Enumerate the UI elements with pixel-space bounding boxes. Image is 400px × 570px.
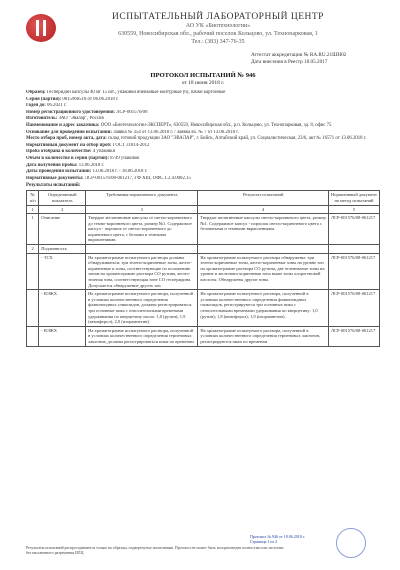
seal-icon xyxy=(336,528,366,558)
column-header: Нормативный документ на метод испытаний xyxy=(328,191,379,205)
field-value: ООО «Биотехнологии-ЭКСПЕРТ», 630559, Новосибирская обл., р.п. Кольцово, ул. Технопарковая, зд. 8, офис 75 xyxy=(100,122,332,128)
field-value: Гесперидин капсулы 40 мг 15 шт., упаковки ячейковые контурные (6), пачки картонные xyxy=(46,90,226,95)
column-header: № п/п xyxy=(27,191,39,205)
result-cell: Твердые желатиновые капсулы светло-коричневого цвета, размер №1. Содержимое капсул - порошок светло-коричневого цвета с беловатыми и темными вкраплениями. xyxy=(198,214,329,245)
indicator-name: - ТСХ xyxy=(39,253,86,290)
field-value: ЗАО "Эвалар", Россия xyxy=(58,116,104,122)
field-label: Дата получения пробы: xyxy=(26,162,78,168)
field-value: ГОСТ 31814-2012 xyxy=(112,142,150,148)
field-row xyxy=(26,97,380,104)
field-row xyxy=(26,149,380,156)
result-cell: На хроматограмме испытуемого раствора, полученной в условиях количественного определения терпеновых лактонов, регистрируются пики по временам xyxy=(198,326,329,346)
requirement-cell: На хроматограмме испытуемого раствора, полученной в условиях количественного определения флавоноидных гликозидов, должны регистрироваться три основные пика с относительными временами удерживания по кверцетину около: 1,0 (рутин); 1,9 (кемпферол); 2,0 (изорамнетин). xyxy=(86,290,198,327)
indicator-name: - ВЭЖХ xyxy=(39,326,86,346)
stamp-page-number: Страница 1 из 2 xyxy=(250,539,278,544)
field-label: Место отбора проб, номер акта, дата: xyxy=(26,136,107,142)
table-row xyxy=(27,253,380,290)
method-cell: ЛСР-001576/08-061217 xyxy=(328,290,379,327)
row-number: 1 xyxy=(27,214,39,245)
field-label: Даты проведения испытаний: xyxy=(26,169,92,175)
field-value: 06.2021 г. xyxy=(47,103,67,109)
stamp-protocol-ref: Протокол № 946 от 18.06.2018 г. xyxy=(250,534,305,539)
field-value: 8749 упаковок xyxy=(110,155,140,161)
lab-address: 630559, Новосибирская обл., рабочий поселок Кольцово, ул. Технопарковая, 1 xyxy=(118,31,318,37)
field-row xyxy=(26,116,380,123)
field-row xyxy=(26,176,380,183)
field-label: Годен до: xyxy=(26,103,46,109)
field-label: Номер регистрационного удостоверения: xyxy=(26,109,116,115)
lab-phone: Тел.: (383) 347-76-35 xyxy=(191,39,245,45)
field-value: ЛСР-001576/08-061217, ГФ XIII, ОФС.1.2.4.0002.15 xyxy=(84,175,191,181)
sample-info xyxy=(26,90,380,182)
field-row xyxy=(26,103,380,110)
column-header: Требования нормативного документа xyxy=(86,191,198,205)
requirement-cell: Твердые желатиновые капсулы со светло-коричневого до темно-коричневого цвета, размер №1. Содержимое капсул - порошок от светло-коричневого до коричневого цвета, с белыми и темными вкраплениями. xyxy=(86,214,198,245)
table-row xyxy=(27,290,380,327)
lab-logo-icon xyxy=(26,14,56,42)
column-number: 4 xyxy=(198,205,329,214)
field-label: Проба отобрана в количестве: xyxy=(26,149,92,155)
method-cell: ЛСР-001576/08-061217 xyxy=(328,214,379,245)
protocol-date: от 18 июня 2018 г. xyxy=(181,80,225,86)
result-cell xyxy=(198,245,329,254)
indicator-name: - ВЭЖХ xyxy=(39,290,86,327)
field-label: Изготовитель: xyxy=(26,116,58,122)
field-value: 13.06.2018 г. - 18.06.2018 г. xyxy=(92,169,148,175)
accreditation-block xyxy=(251,52,380,66)
column-number-row xyxy=(27,205,380,214)
table-header-row xyxy=(27,191,380,205)
field-row xyxy=(26,169,380,176)
lab-title: ИСПЫТАТЕЛЬНЫЙ ЛАБОРАТОРНЫЙ ЦЕНТР xyxy=(112,12,324,22)
requirement-cell: На хроматограмме испытуемого раствора, полученной в условиях количественного определения терпеновых лактонов, должны регистрироваться пики по временам xyxy=(86,326,198,346)
table-row xyxy=(27,326,380,346)
field-row xyxy=(26,110,380,117)
column-number: 1 xyxy=(27,205,39,214)
field-value: 0015960518 от 06.06.2018 г. xyxy=(62,96,119,102)
method-cell xyxy=(328,245,379,254)
column-number: 3 xyxy=(86,205,198,214)
field-row xyxy=(26,136,380,143)
table-row xyxy=(27,214,380,245)
field-label: Наименование и адрес заказчика: xyxy=(26,122,100,128)
lab-header xyxy=(56,12,380,46)
field-value: ЛСР-001576/08 xyxy=(116,109,148,115)
requirement-cell: На хроматограмме испытуемого раствора должны обнаруживаться: три зелено-коричневые зоны, желто-коричневые и зоны, соответствующие по положению зонам на хроматограмме раствора СО рутина, желто-зеленая зона, соответствующая зоне СО гесперидина. Допускается обнаружение других зон. xyxy=(86,253,198,290)
field-value: Заявка № 354 от 13.06.2018 г. / Заявка вх. № 7 от 13.06.2018 г. xyxy=(113,129,239,135)
field-row xyxy=(26,156,380,163)
column-header: Результат испытаний xyxy=(198,191,329,205)
table-row xyxy=(27,245,380,254)
field-label: Нормативный документ на отбор проб: xyxy=(26,142,112,148)
method-cell: ЛСР-001576/08-061217 xyxy=(328,326,379,346)
indicator-name: Описание xyxy=(39,214,86,245)
results-heading: Результаты испытаний: xyxy=(26,183,81,189)
row-number xyxy=(27,290,39,327)
field-row xyxy=(26,90,380,97)
field-label: Образец: xyxy=(26,90,46,95)
page-stamp xyxy=(250,534,370,556)
field-value: 4 упаковки xyxy=(92,149,116,155)
field-row xyxy=(26,143,380,150)
field-label: Нормативные документы: xyxy=(26,175,84,181)
requirement-cell xyxy=(86,245,198,254)
column-number: 2 xyxy=(39,205,86,214)
result-cell: На хроматограмме испытуемого раствора, полученной в условиях количественного определения флавоноидных гликозидов, регистрируются три основных пика с относительными временами удерживания по кверцетину: 1,0 (рутин); 1,8 (кемпферол); 1,9 (изорамнетин). xyxy=(198,290,329,327)
lab-org: АО УК «Биотехнологии» xyxy=(185,23,251,29)
field-label: Серия (партия): xyxy=(26,96,62,102)
results-table xyxy=(26,190,380,346)
accreditation-number: Аттестат аккредитации № RA.RU.21ШН02 xyxy=(251,52,347,58)
protocol-title: ПРОТОКОЛ ИСПЫТАНИЙ № 946 xyxy=(150,72,256,79)
row-number xyxy=(27,326,39,346)
field-row xyxy=(26,163,380,170)
footnote: Результаты испытаний распространяются только на образцы, подвергнутые испытаниям. Протокол не может быть воспроизведен полностью или частично без письменного разрешения ИЛЦ. xyxy=(26,546,284,555)
field-value: склад готовой продукции ЗАО "ЭВАЛАР", г. Бийск, Алтайский край, ул. Социалистическая, 23/6, акт № 16571 от 13.06.2018 г. xyxy=(108,136,367,142)
field-row xyxy=(26,123,380,130)
column-number: 5 xyxy=(328,205,379,214)
field-label: Основание для проведения испытаний: xyxy=(26,129,113,135)
field-value: 13.06.2018 г. xyxy=(78,162,105,168)
indicator-name: Подлинность xyxy=(39,245,86,254)
row-number: 2 xyxy=(27,245,39,254)
registry-date: Дата внесения в Реестр 18.05.2017 xyxy=(251,59,328,65)
row-number xyxy=(27,253,39,290)
field-label: Объем в количестве в серии (партии): xyxy=(26,155,109,161)
result-cell: На хроматограмме испытуемого раствора обнаружены: три зелено-коричневые зоны, желто-коричневые зоны на уровне зон на хроматограмме раствора СО рутина; две зеленоватые зоны на уровне и желтовато-коричневая зона выше зоны хлорогеновой кислоты. Обнаружены другие зоны. xyxy=(198,253,329,290)
column-header: Определяемый показатель xyxy=(39,191,86,205)
method-cell: ЛСР-001576/08-061217 xyxy=(328,253,379,290)
